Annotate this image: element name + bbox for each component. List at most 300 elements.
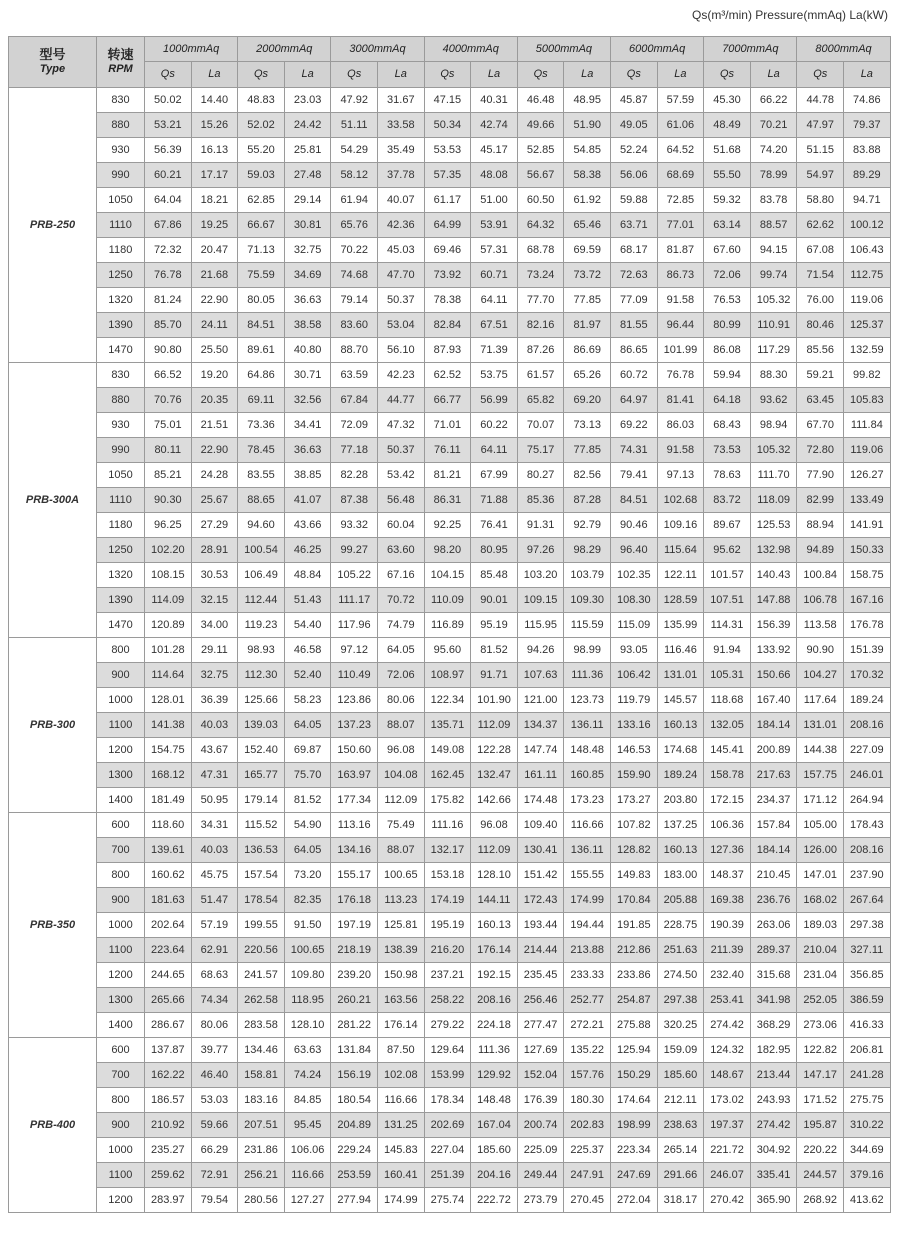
qs-cell: 72.06 bbox=[704, 263, 751, 288]
qs-cell: 275.74 bbox=[424, 1188, 471, 1213]
la-cell: 118.09 bbox=[750, 488, 797, 513]
la-cell: 263.06 bbox=[750, 913, 797, 938]
model-type-cell: PRB-250 bbox=[9, 88, 97, 363]
la-header: La bbox=[191, 62, 238, 88]
table-row bbox=[9, 263, 891, 288]
la-cell: 51.90 bbox=[564, 113, 611, 138]
table-row bbox=[9, 1113, 891, 1138]
qs-cell: 146.53 bbox=[611, 738, 658, 763]
qs-cell: 156.19 bbox=[331, 1063, 378, 1088]
qs-cell: 61.94 bbox=[331, 188, 378, 213]
qs-cell: 78.45 bbox=[238, 438, 285, 463]
la-cell: 95.19 bbox=[471, 613, 518, 638]
qs-cell: 83.72 bbox=[704, 488, 751, 513]
table-row bbox=[9, 788, 891, 813]
la-cell: 25.67 bbox=[191, 488, 238, 513]
qs-cell: 280.56 bbox=[238, 1188, 285, 1213]
qs-cell: 129.64 bbox=[424, 1038, 471, 1063]
qs-cell: 116.89 bbox=[424, 613, 471, 638]
la-cell: 105.83 bbox=[844, 388, 891, 413]
la-cell: 91.71 bbox=[471, 663, 518, 688]
qs-cell: 147.74 bbox=[517, 738, 564, 763]
qs-cell: 59.03 bbox=[238, 163, 285, 188]
qs-cell: 110.49 bbox=[331, 663, 378, 688]
qs-cell: 81.21 bbox=[424, 463, 471, 488]
rpm-cell: 1300 bbox=[97, 763, 145, 788]
la-cell: 21.51 bbox=[191, 413, 238, 438]
la-cell: 46.25 bbox=[284, 538, 331, 563]
la-cell: 57.59 bbox=[657, 88, 704, 113]
la-cell: 96.44 bbox=[657, 313, 704, 338]
table-row bbox=[9, 913, 891, 938]
qs-cell: 183.16 bbox=[238, 1088, 285, 1113]
qs-cell: 93.32 bbox=[331, 513, 378, 538]
la-cell: 150.33 bbox=[844, 538, 891, 563]
la-cell: 102.68 bbox=[657, 488, 704, 513]
qs-cell: 178.54 bbox=[238, 888, 285, 913]
qs-cell: 50.34 bbox=[424, 113, 471, 138]
qs-cell: 220.22 bbox=[797, 1138, 844, 1163]
la-cell: 136.11 bbox=[564, 838, 611, 863]
la-cell: 116.46 bbox=[657, 638, 704, 663]
la-cell: 91.58 bbox=[657, 438, 704, 463]
rpm-cell: 930 bbox=[97, 138, 145, 163]
table-row bbox=[9, 413, 891, 438]
qs-cell: 90.80 bbox=[145, 338, 192, 363]
la-cell: 73.72 bbox=[564, 263, 611, 288]
qs-cell: 195.19 bbox=[424, 913, 471, 938]
qs-cell: 107.51 bbox=[704, 588, 751, 613]
la-cell: 170.32 bbox=[844, 663, 891, 688]
qs-cell: 104.15 bbox=[424, 563, 471, 588]
la-cell: 117.29 bbox=[750, 338, 797, 363]
qs-cell: 150.60 bbox=[331, 738, 378, 763]
la-cell: 27.48 bbox=[284, 163, 331, 188]
qs-cell: 51.15 bbox=[797, 138, 844, 163]
la-cell: 94.71 bbox=[844, 188, 891, 213]
qs-cell: 64.18 bbox=[704, 388, 751, 413]
la-cell: 71.39 bbox=[471, 338, 518, 363]
la-cell: 178.43 bbox=[844, 813, 891, 838]
la-cell: 54.85 bbox=[564, 138, 611, 163]
performance-table bbox=[8, 36, 891, 1213]
qs-cell: 89.67 bbox=[704, 513, 751, 538]
la-cell: 365.90 bbox=[750, 1188, 797, 1213]
qs-cell: 218.19 bbox=[331, 938, 378, 963]
la-cell: 213.44 bbox=[750, 1063, 797, 1088]
la-cell: 35.49 bbox=[378, 138, 425, 163]
la-cell: 64.05 bbox=[284, 713, 331, 738]
qs-cell: 63.14 bbox=[704, 213, 751, 238]
la-cell: 31.67 bbox=[378, 88, 425, 113]
qs-cell: 165.77 bbox=[238, 763, 285, 788]
qs-cell: 114.09 bbox=[145, 588, 192, 613]
qs-cell: 134.16 bbox=[331, 838, 378, 863]
qs-cell: 137.87 bbox=[145, 1038, 192, 1063]
qs-cell: 177.34 bbox=[331, 788, 378, 813]
la-cell: 18.21 bbox=[191, 188, 238, 213]
qs-cell: 49.66 bbox=[517, 113, 564, 138]
la-cell: 122.11 bbox=[657, 563, 704, 588]
qs-cell: 120.89 bbox=[145, 613, 192, 638]
la-cell: 78.99 bbox=[750, 163, 797, 188]
la-cell: 128.10 bbox=[471, 863, 518, 888]
qs-cell: 82.28 bbox=[331, 463, 378, 488]
la-cell: 135.99 bbox=[657, 613, 704, 638]
la-cell: 68.63 bbox=[191, 963, 238, 988]
rpm-cell: 880 bbox=[97, 388, 145, 413]
qs-cell: 52.02 bbox=[238, 113, 285, 138]
rpm-cell: 800 bbox=[97, 863, 145, 888]
la-cell: 95.45 bbox=[284, 1113, 331, 1138]
qs-cell: 258.22 bbox=[424, 988, 471, 1013]
qs-cell: 48.83 bbox=[238, 88, 285, 113]
qs-cell: 275.88 bbox=[611, 1013, 658, 1038]
qs-cell: 112.30 bbox=[238, 663, 285, 688]
qs-cell: 73.53 bbox=[704, 438, 751, 463]
la-cell: 64.11 bbox=[471, 288, 518, 313]
qs-cell: 102.20 bbox=[145, 538, 192, 563]
qs-cell: 132.05 bbox=[704, 713, 751, 738]
la-cell: 46.40 bbox=[191, 1063, 238, 1088]
la-cell: 335.41 bbox=[750, 1163, 797, 1188]
qs-cell: 86.65 bbox=[611, 338, 658, 363]
la-cell: 63.63 bbox=[284, 1038, 331, 1063]
qs-cell: 106.42 bbox=[611, 663, 658, 688]
qs-cell: 59.94 bbox=[704, 363, 751, 388]
qs-cell: 265.66 bbox=[145, 988, 192, 1013]
qs-cell: 52.85 bbox=[517, 138, 564, 163]
la-cell: 68.69 bbox=[657, 163, 704, 188]
qs-header: Qs bbox=[424, 62, 471, 88]
table-row bbox=[9, 1063, 891, 1088]
qs-cell: 51.68 bbox=[704, 138, 751, 163]
qs-cell: 101.57 bbox=[704, 563, 751, 588]
qs-header: Qs bbox=[331, 62, 378, 88]
la-cell: 140.43 bbox=[750, 563, 797, 588]
la-cell: 151.39 bbox=[844, 638, 891, 663]
qs-cell: 159.90 bbox=[611, 763, 658, 788]
la-cell: 61.06 bbox=[657, 113, 704, 138]
la-cell: 122.28 bbox=[471, 738, 518, 763]
qs-header: Qs bbox=[611, 62, 658, 88]
la-cell: 65.26 bbox=[564, 363, 611, 388]
qs-cell: 94.89 bbox=[797, 538, 844, 563]
la-header: La bbox=[750, 62, 797, 88]
la-cell: 83.88 bbox=[844, 138, 891, 163]
la-cell: 45.03 bbox=[378, 238, 425, 263]
la-cell: 53.91 bbox=[471, 213, 518, 238]
la-cell: 54.40 bbox=[284, 613, 331, 638]
la-cell: 34.31 bbox=[191, 813, 238, 838]
la-cell: 208.16 bbox=[844, 713, 891, 738]
la-cell: 147.88 bbox=[750, 588, 797, 613]
la-cell: 185.60 bbox=[471, 1138, 518, 1163]
la-cell: 52.40 bbox=[284, 663, 331, 688]
qs-cell: 232.40 bbox=[704, 963, 751, 988]
la-cell: 72.91 bbox=[191, 1163, 238, 1188]
la-cell: 116.66 bbox=[564, 813, 611, 838]
table-row bbox=[9, 188, 891, 213]
la-cell: 69.20 bbox=[564, 388, 611, 413]
la-cell: 66.22 bbox=[750, 88, 797, 113]
qs-header: Qs bbox=[797, 62, 844, 88]
qs-cell: 244.57 bbox=[797, 1163, 844, 1188]
qs-cell: 106.49 bbox=[238, 563, 285, 588]
table-row bbox=[9, 1038, 891, 1063]
la-cell: 189.24 bbox=[844, 688, 891, 713]
table-row bbox=[9, 1088, 891, 1113]
la-cell: 98.29 bbox=[564, 538, 611, 563]
table-row bbox=[9, 88, 891, 113]
la-cell: 111.36 bbox=[471, 1038, 518, 1063]
la-cell: 194.44 bbox=[564, 913, 611, 938]
la-cell: 87.50 bbox=[378, 1038, 425, 1063]
la-header: La bbox=[471, 62, 518, 88]
qs-cell: 62.52 bbox=[424, 363, 471, 388]
qs-cell: 88.94 bbox=[797, 513, 844, 538]
la-cell: 264.94 bbox=[844, 788, 891, 813]
la-cell: 84.85 bbox=[284, 1088, 331, 1113]
la-cell: 116.66 bbox=[378, 1088, 425, 1113]
qs-cell: 198.99 bbox=[611, 1113, 658, 1138]
la-cell: 76.78 bbox=[657, 363, 704, 388]
qs-cell: 231.04 bbox=[797, 963, 844, 988]
table-row bbox=[9, 563, 891, 588]
la-cell: 112.09 bbox=[471, 838, 518, 863]
qs-cell: 259.62 bbox=[145, 1163, 192, 1188]
qs-cell: 180.54 bbox=[331, 1088, 378, 1113]
qs-cell: 139.61 bbox=[145, 838, 192, 863]
qs-cell: 162.45 bbox=[424, 763, 471, 788]
la-cell: 137.25 bbox=[657, 813, 704, 838]
qs-cell: 73.24 bbox=[517, 263, 564, 288]
la-cell: 74.20 bbox=[750, 138, 797, 163]
qs-cell: 262.58 bbox=[238, 988, 285, 1013]
la-cell: 64.05 bbox=[378, 638, 425, 663]
la-cell: 368.29 bbox=[750, 1013, 797, 1038]
qs-cell: 231.86 bbox=[238, 1138, 285, 1163]
la-cell: 112.09 bbox=[471, 713, 518, 738]
qs-cell: 109.15 bbox=[517, 588, 564, 613]
qs-cell: 64.32 bbox=[517, 213, 564, 238]
qs-cell: 96.25 bbox=[145, 513, 192, 538]
qs-cell: 110.09 bbox=[424, 588, 471, 613]
la-cell: 72.06 bbox=[378, 663, 425, 688]
qs-cell: 90.30 bbox=[145, 488, 192, 513]
la-cell: 67.99 bbox=[471, 463, 518, 488]
qs-cell: 283.58 bbox=[238, 1013, 285, 1038]
la-header: La bbox=[284, 62, 331, 88]
qs-cell: 171.12 bbox=[797, 788, 844, 813]
qs-cell: 221.72 bbox=[704, 1138, 751, 1163]
qs-cell: 71.54 bbox=[797, 263, 844, 288]
qs-cell: 48.49 bbox=[704, 113, 751, 138]
qs-cell: 105.00 bbox=[797, 813, 844, 838]
qs-cell: 60.21 bbox=[145, 163, 192, 188]
qs-cell: 106.36 bbox=[704, 813, 751, 838]
la-cell: 79.37 bbox=[844, 113, 891, 138]
qs-cell: 98.93 bbox=[238, 638, 285, 663]
la-cell: 109.16 bbox=[657, 513, 704, 538]
qs-cell: 104.27 bbox=[797, 663, 844, 688]
la-cell: 104.08 bbox=[378, 763, 425, 788]
table-row bbox=[9, 1138, 891, 1163]
la-cell: 19.20 bbox=[191, 363, 238, 388]
la-cell: 251.63 bbox=[657, 938, 704, 963]
la-cell: 208.16 bbox=[844, 838, 891, 863]
la-cell: 182.95 bbox=[750, 1038, 797, 1063]
qs-cell: 174.48 bbox=[517, 788, 564, 813]
table-row bbox=[9, 938, 891, 963]
la-cell: 203.80 bbox=[657, 788, 704, 813]
qs-cell: 122.34 bbox=[424, 688, 471, 713]
la-cell: 227.09 bbox=[844, 738, 891, 763]
qs-cell: 202.69 bbox=[424, 1113, 471, 1138]
la-cell: 88.07 bbox=[378, 713, 425, 738]
la-cell: 160.13 bbox=[657, 838, 704, 863]
qs-cell: 79.14 bbox=[331, 288, 378, 313]
la-cell: 145.57 bbox=[657, 688, 704, 713]
pressure-header: 2000mmAq bbox=[238, 37, 331, 62]
qs-cell: 84.51 bbox=[238, 313, 285, 338]
la-cell: 40.80 bbox=[284, 338, 331, 363]
rpm-cell: 1110 bbox=[97, 213, 145, 238]
la-cell: 131.25 bbox=[378, 1113, 425, 1138]
la-cell: 57.31 bbox=[471, 238, 518, 263]
la-cell: 222.72 bbox=[471, 1188, 518, 1213]
qs-cell: 91.31 bbox=[517, 513, 564, 538]
rpm-cell: 1100 bbox=[97, 713, 145, 738]
qs-cell: 273.06 bbox=[797, 1013, 844, 1038]
qs-cell: 55.50 bbox=[704, 163, 751, 188]
qs-cell: 47.15 bbox=[424, 88, 471, 113]
qs-cell: 128.82 bbox=[611, 838, 658, 863]
qs-cell: 66.52 bbox=[145, 363, 192, 388]
la-cell: 145.83 bbox=[378, 1138, 425, 1163]
qs-cell: 175.82 bbox=[424, 788, 471, 813]
qs-cell: 111.17 bbox=[331, 588, 378, 613]
la-cell: 67.16 bbox=[378, 563, 425, 588]
la-cell: 274.42 bbox=[750, 1113, 797, 1138]
table-row bbox=[9, 663, 891, 688]
rpm-cell: 1000 bbox=[97, 913, 145, 938]
rpm-cell: 1400 bbox=[97, 1013, 145, 1038]
la-cell: 109.30 bbox=[564, 588, 611, 613]
qs-cell: 247.69 bbox=[611, 1163, 658, 1188]
qs-cell: 87.38 bbox=[331, 488, 378, 513]
qs-cell: 147.01 bbox=[797, 863, 844, 888]
qs-cell: 252.05 bbox=[797, 988, 844, 1013]
qs-cell: 47.92 bbox=[331, 88, 378, 113]
la-cell: 20.47 bbox=[191, 238, 238, 263]
qs-cell: 160.62 bbox=[145, 863, 192, 888]
rpm-cell: 700 bbox=[97, 838, 145, 863]
rpm-cell: 600 bbox=[97, 1038, 145, 1063]
rpm-cell: 1180 bbox=[97, 238, 145, 263]
la-cell: 38.85 bbox=[284, 463, 331, 488]
qs-cell: 76.78 bbox=[145, 263, 192, 288]
la-cell: 159.09 bbox=[657, 1038, 704, 1063]
qs-cell: 210.04 bbox=[797, 938, 844, 963]
la-cell: 341.98 bbox=[750, 988, 797, 1013]
la-cell: 185.60 bbox=[657, 1063, 704, 1088]
la-cell: 24.28 bbox=[191, 463, 238, 488]
la-cell: 224.18 bbox=[471, 1013, 518, 1038]
la-cell: 80.95 bbox=[471, 538, 518, 563]
table-row bbox=[9, 813, 891, 838]
qs-cell: 53.21 bbox=[145, 113, 192, 138]
qs-cell: 220.56 bbox=[238, 938, 285, 963]
qs-cell: 176.18 bbox=[331, 888, 378, 913]
la-cell: 386.59 bbox=[844, 988, 891, 1013]
qs-cell: 90.90 bbox=[797, 638, 844, 663]
qs-cell: 51.11 bbox=[331, 113, 378, 138]
la-cell: 125.81 bbox=[378, 913, 425, 938]
qs-cell: 50.02 bbox=[145, 88, 192, 113]
la-cell: 96.08 bbox=[471, 813, 518, 838]
la-cell: 318.17 bbox=[657, 1188, 704, 1213]
la-cell: 156.39 bbox=[750, 613, 797, 638]
qs-cell: 80.05 bbox=[238, 288, 285, 313]
la-cell: 15.26 bbox=[191, 113, 238, 138]
la-cell: 87.28 bbox=[564, 488, 611, 513]
la-cell: 71.88 bbox=[471, 488, 518, 513]
la-cell: 320.25 bbox=[657, 1013, 704, 1038]
qs-cell: 101.28 bbox=[145, 638, 192, 663]
la-cell: 132.59 bbox=[844, 338, 891, 363]
la-cell: 106.43 bbox=[844, 238, 891, 263]
qs-cell: 62.85 bbox=[238, 188, 285, 213]
qs-cell: 79.41 bbox=[611, 463, 658, 488]
qs-cell: 61.17 bbox=[424, 188, 471, 213]
qs-cell: 59.32 bbox=[704, 188, 751, 213]
qs-cell: 63.59 bbox=[331, 363, 378, 388]
table-row bbox=[9, 763, 891, 788]
la-cell: 77.01 bbox=[657, 213, 704, 238]
la-cell: 29.14 bbox=[284, 188, 331, 213]
la-cell: 202.83 bbox=[564, 1113, 611, 1138]
qs-cell: 78.38 bbox=[424, 288, 471, 313]
la-cell: 32.75 bbox=[191, 663, 238, 688]
qs-cell: 119.23 bbox=[238, 613, 285, 638]
la-cell: 32.75 bbox=[284, 238, 331, 263]
la-cell: 43.66 bbox=[284, 513, 331, 538]
la-cell: 75.49 bbox=[378, 813, 425, 838]
la-cell: 176.14 bbox=[378, 1013, 425, 1038]
qs-cell: 67.70 bbox=[797, 413, 844, 438]
la-cell: 56.48 bbox=[378, 488, 425, 513]
qs-cell: 46.48 bbox=[517, 88, 564, 113]
la-cell: 180.30 bbox=[564, 1088, 611, 1113]
qs-cell: 108.97 bbox=[424, 663, 471, 688]
qs-cell: 237.21 bbox=[424, 963, 471, 988]
la-cell: 73.20 bbox=[284, 863, 331, 888]
qs-cell: 56.39 bbox=[145, 138, 192, 163]
table-row bbox=[9, 1013, 891, 1038]
la-cell: 79.54 bbox=[191, 1188, 238, 1213]
qs-cell: 181.63 bbox=[145, 888, 192, 913]
la-cell: 289.37 bbox=[750, 938, 797, 963]
la-cell: 30.53 bbox=[191, 563, 238, 588]
la-cell: 236.76 bbox=[750, 888, 797, 913]
la-cell: 20.35 bbox=[191, 388, 238, 413]
qs-cell: 74.31 bbox=[611, 438, 658, 463]
la-cell: 81.52 bbox=[284, 788, 331, 813]
qs-cell: 109.40 bbox=[517, 813, 564, 838]
la-cell: 315.68 bbox=[750, 963, 797, 988]
qs-cell: 189.03 bbox=[797, 913, 844, 938]
